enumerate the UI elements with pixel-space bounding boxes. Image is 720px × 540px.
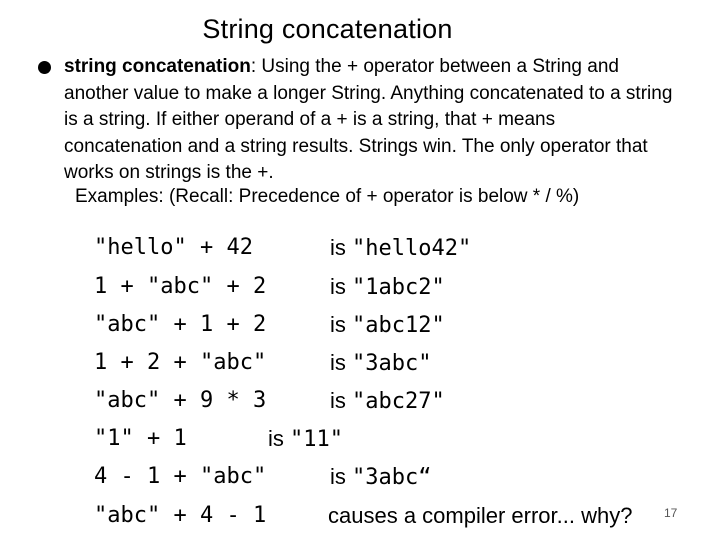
page-number: 17	[664, 506, 678, 520]
code-result-4	[330, 349, 432, 378]
code-result-7	[330, 463, 432, 492]
result-value: "1abc2"	[352, 275, 445, 300]
code-expr-7: 4 - 1 + "abc"	[94, 464, 267, 489]
is-label: is	[330, 464, 346, 489]
code-expr-4: 1 + 2 + "abc"	[94, 350, 267, 375]
code-result-2	[330, 273, 445, 302]
code-expr-2: 1 + "abc" + 2	[94, 274, 267, 299]
bullet-term: string concatenation	[64, 56, 251, 77]
bullet-icon	[38, 61, 51, 74]
result-value: "abc27"	[352, 389, 445, 414]
result-value: "abc12"	[352, 313, 445, 338]
bullet-body: : Using the + operator between a String and another value to make a longer String. Anything concatenated to a string is a string. If either operand of a + is a string, that + means concatenation and a string results. Strings win. The only operator that works on strings is the +.	[64, 56, 673, 183]
is-label: is	[330, 312, 346, 337]
result-value: "3abc"	[352, 351, 432, 376]
code-expr-3: "abc" + 1 + 2	[94, 312, 267, 337]
result-value: "3abc“	[352, 465, 432, 490]
code-result-1	[330, 234, 471, 263]
code-expr-5: "abc" + 9 * 3	[94, 388, 267, 413]
slide-title: String concatenation	[202, 14, 453, 44]
result-text: causes a compiler error... why?	[328, 503, 633, 528]
is-label: is	[268, 426, 284, 451]
code-result-8	[328, 502, 632, 530]
bullet-text	[64, 54, 674, 187]
is-label: is	[330, 350, 346, 375]
examples-label: Examples: (Recall: Precedence of + operator is below * / %)	[75, 186, 580, 207]
result-value: "11"	[290, 427, 343, 452]
code-result-3	[330, 311, 445, 340]
code-expr-1: "hello" + 42	[94, 235, 253, 260]
is-label: is	[330, 235, 346, 260]
code-result-6	[268, 425, 343, 454]
is-label: is	[330, 388, 346, 413]
code-expr-6: "1" + 1	[94, 426, 187, 451]
result-value: "hello42"	[352, 236, 472, 261]
is-label: is	[330, 274, 346, 299]
code-result-5	[330, 387, 445, 416]
code-expr-8: "abc" + 4 - 1	[94, 503, 267, 528]
